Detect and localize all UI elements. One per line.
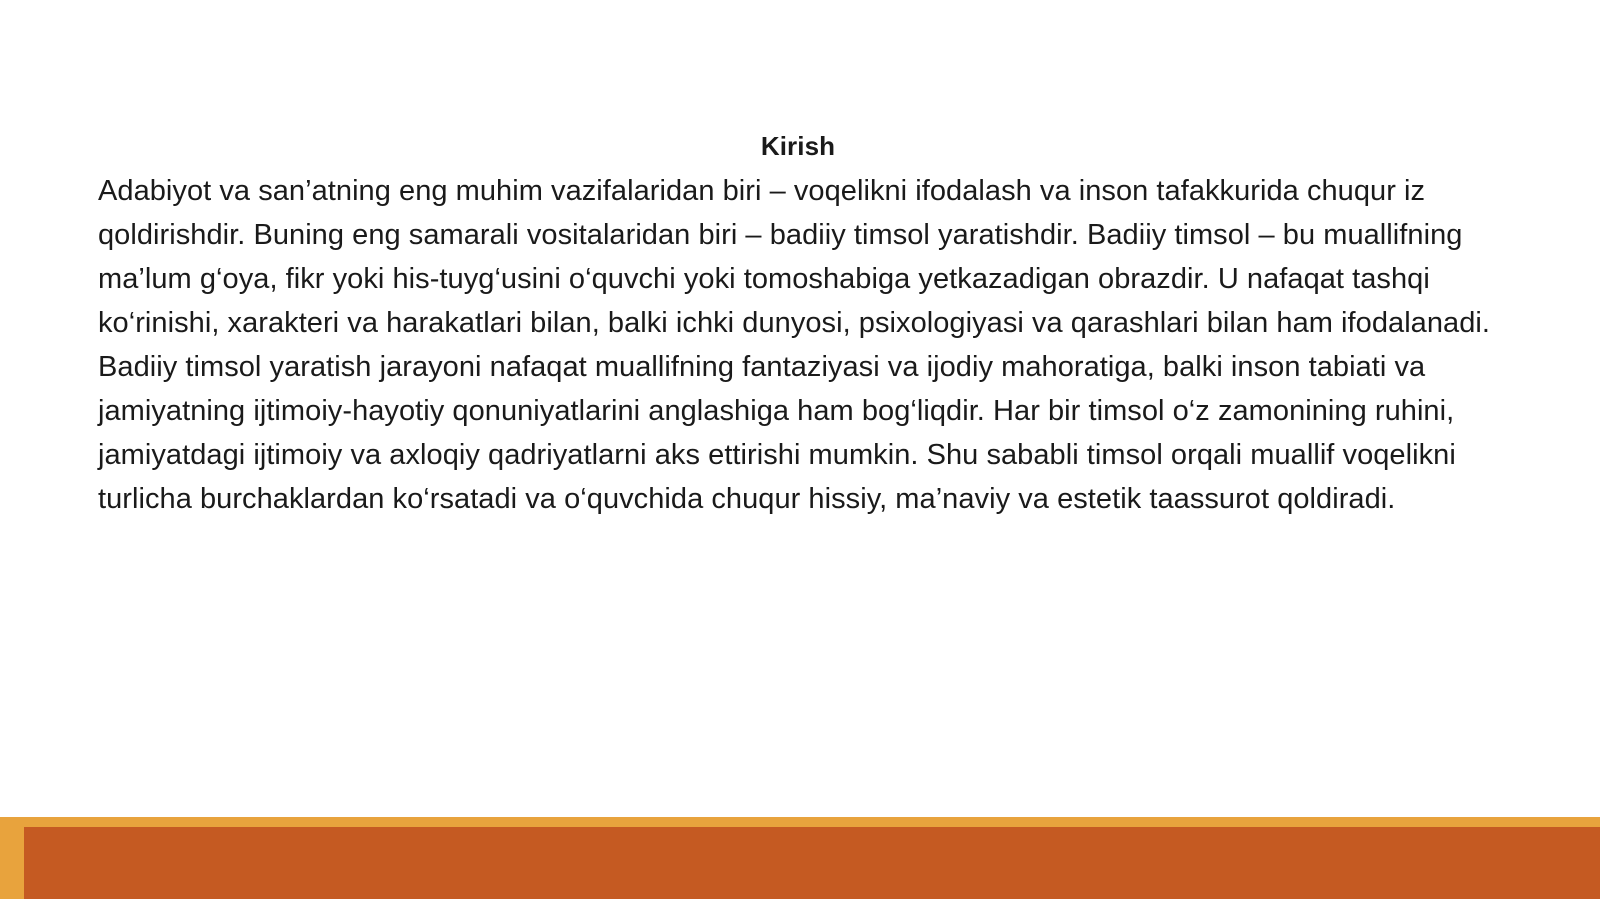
body-paragraph-2: Badiiy timsol yaratish jarayoni nafaqat muallifning fantaziyasi va ijodiy mahoratiga, balki inson tabiati va jamiyatning ijtimoiy-hayotiy qonuniyatlarini anglashiga ham bog‘liqdir. Har bir timsol o‘z zamonining ruhini, jamiyatdagi ijtimoiy va axloqiy qadriyatlarni aks ettirishi mumkin. Shu sababli timsol orqali muallif voqelikni turlicha burchaklardan ko‘rsatadi va o‘quvchida chuqur hissiy, ma’naviy va estetik taassurot qoldiradi. [98,351,1456,516]
footer-stripe-accent [0,827,24,899]
slide-heading: Kirish [760,131,836,161]
body-paragraph-1: Adabiyot va san’atning eng muhim vazifalaridan biri – voqelikni ifodalash va inson tafakkurida chuqur iz qoldirishdir. Buning eng samarali vositalaridan biri – badiiy timsol yaratishdir. Badiiy timsol – bu muallifning ma’lum g‘oya, fikr yoki his-tuyg‘usini o‘quvchi yoki tomoshabiga yetkazadigan obrazdir. U nafaqat tashqi ko‘rinishi, xarakteri va harakatlari bilan, balki ichki dunyosi, psixologiyasi va qarashlari bilan ham ifodalanadi. [98,174,1490,340]
footer-decoration-bar [0,817,1600,899]
slide-text-block [98,128,1498,522]
footer-stripe-main [0,827,1600,899]
footer-stripe-top [0,817,1600,827]
